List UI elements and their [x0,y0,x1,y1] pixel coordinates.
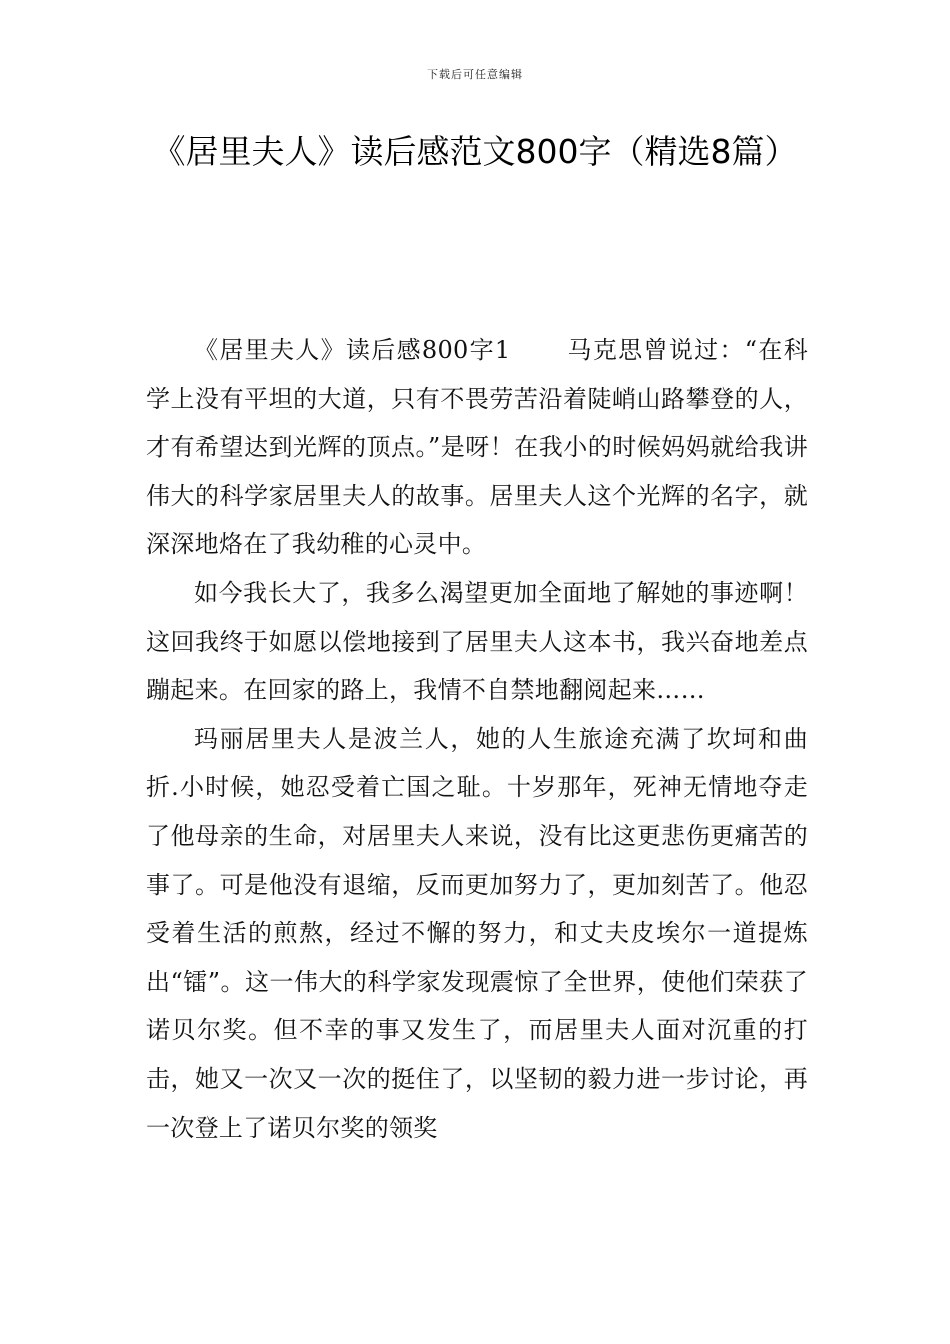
paragraph-1 [146,326,808,569]
header-note: 下载后可任意编辑 [427,68,523,81]
document-body [146,326,808,1152]
paragraph-2: 如今我长大了，我多么渴望更加全面地了解她的事迹啊！这回我终于如愿以偿地接到了居里夫人这本书，我兴奋地差点蹦起来。在回家的路上，我情不自禁地翻阅起来…… [146,578,808,705]
document-title: 《居里夫人》读后感范文800字（精选8篇） [152,132,798,171]
paragraph-1-text: 马克思曾说过：“在科学上没有平坦的大道，只有不畏劳苦沿着陡峭山路攀登的人，才有希望达到光辉的顶点。”是呀！在我小的时候妈妈就给我讲伟大的科学家居里夫人的故事。居里夫人这个光辉的名字，就深深地烙在了我幼稚的心灵中。 [146,336,808,559]
paragraph-3: 玛丽居里夫人是波兰人，她的人生旅途充满了坎坷和曲折.小时候，她忍受着亡国之耻。十岁那年，死神无情地夺走了他母亲的生命，对居里夫人来说，没有比这更悲伤更痛苦的事了。可是他没有退缩，反而更加努力了，更加刻苦了。他忍受着生活的煎熬，经过不懈的努力，和丈夫皮埃尔一道提炼出“镭”。这一伟大的科学家发现震惊了全世界，使他们荣获了诺贝尔奖。但不幸的事又发生了，而居里夫人面对沉重的打击，她又一次又一次的挺住了，以坚韧的毅力进一步讨论，再一次登上了诺贝尔奖的领奖 [146,724,808,1142]
section-heading: 《居里夫人》读后感800字1 [194,336,511,364]
